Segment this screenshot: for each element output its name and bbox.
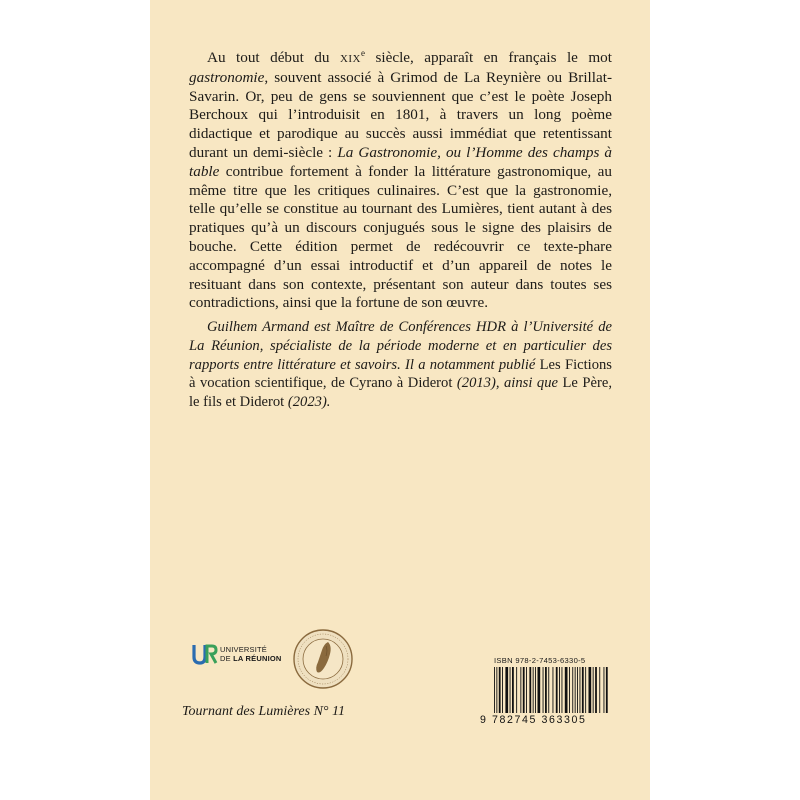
barcode-bar [569, 667, 570, 713]
barcode-bar [543, 667, 544, 713]
barcode-bars [492, 667, 608, 713]
barcode-bar [582, 667, 584, 713]
barcode-bar [565, 667, 568, 713]
century-numeral: XIX [339, 53, 361, 66]
barcode-bar [577, 667, 578, 713]
barcode-bar [606, 667, 608, 713]
ur-mark-icon [192, 642, 218, 666]
blurb-book-title: La Gastronomie, ou l’Homme des champs à table [189, 144, 612, 180]
barcode-bar [535, 667, 536, 713]
ur-line-2-pre: DE [220, 654, 234, 663]
series-title: Tournant des Lumières N° 11 [182, 704, 345, 719]
barcode-bar [593, 667, 594, 713]
barcode-bar [499, 667, 501, 713]
barcode-bar [548, 667, 549, 713]
barcode-bar [502, 667, 503, 713]
barcode-bar [585, 667, 586, 713]
bio-year-2: (2023). [284, 394, 331, 411]
barcode-bar [562, 667, 563, 713]
barcode-bar [545, 667, 547, 713]
blurb-text-4: contribue fortement à fonder la littérature gastronomique, au même titre que les critiques culinaires. C’est que la gastronomie, telle qu’elle se constitue au tournant des Lumières, tient autant à des pratiques qu’à un discours conjugués sous le signe des plaisirs de bouche. Cette édition permet de redécouvrir ce texte-phare accompagné d’un essai introductif et d’un appareil de notes le resituant dans son contexte, présentant son auteur dans toutes ses contradictions, ainsi que la fortune de son œuvre. [189, 162, 612, 312]
bio-book-1: Les Fictions à vocation scientifique, de Cyrano à Diderot [189, 356, 612, 392]
ean-digits: 9 782745 363305 [480, 714, 587, 726]
barcode-bar [529, 667, 531, 713]
barcode-bar [538, 667, 541, 713]
ur-line-2 [220, 654, 282, 663]
barcode-bar [580, 667, 581, 713]
ur-line-1: UNIVERSITÉ [220, 645, 268, 654]
barcode-bar [496, 667, 497, 713]
back-cover [150, 0, 650, 800]
barcode-bar [589, 667, 592, 713]
barcode-bar [553, 667, 554, 713]
blurb-word-gastronomie: gastronomie [189, 68, 265, 86]
barcode-bar [595, 667, 597, 713]
blurb-text-3: , souvent associé à Grimod de La Reynière ou Brillat-Savarin. Or, peu de gens se souviennent que c’est le poète Joseph Berchoux qui l’introduisit en 1801, à travers un long poème didactique et parodique au succès aussi immédiat que retentissant durant un demi-siècle : [189, 68, 612, 162]
barcode-bar [575, 667, 576, 713]
ur-wordmark [220, 645, 282, 663]
universite-reunion-logo [192, 642, 302, 672]
bio-text: Guilhem Armand est Maître de Conférences HDR à l’Université de La Réunion, spécialiste de la période moderne et en particulier des rapports entre littérature et savoirs. Il a notamment publié [189, 319, 612, 373]
barcode-bar [556, 667, 558, 713]
barcode-bar [512, 667, 514, 713]
blurb-text-1: Au tout début du [207, 49, 340, 67]
author-bio [189, 318, 612, 412]
ur-line-2-bold: LA RÉUNION [233, 654, 282, 663]
barcode-bar [526, 667, 527, 713]
blurb-text-2: siècle, apparaît en français le mot [365, 49, 612, 67]
barcode-bar [604, 667, 605, 713]
barcode-bar [510, 667, 511, 713]
barcode-bar [599, 667, 600, 713]
barcode-bar [494, 667, 495, 713]
barcode-bar [505, 667, 508, 713]
bio-year-1: (2013), ainsi que [452, 375, 563, 392]
bio-book-2: Le Père, le fils et Diderot [189, 375, 612, 411]
century-superscript: e [361, 48, 365, 58]
dire-seal-logo [292, 628, 354, 690]
barcode-bar [520, 667, 521, 713]
blurb-paragraph [189, 44, 612, 313]
barcode-bar [516, 667, 517, 713]
isbn-barcode [480, 656, 618, 730]
barcode-bar [572, 667, 573, 713]
barcode-bar [533, 667, 534, 713]
isbn-label: ISBN 978-2-7453-6330-5 [494, 656, 586, 665]
barcode-bar [523, 667, 525, 713]
barcode-bar [559, 667, 560, 713]
